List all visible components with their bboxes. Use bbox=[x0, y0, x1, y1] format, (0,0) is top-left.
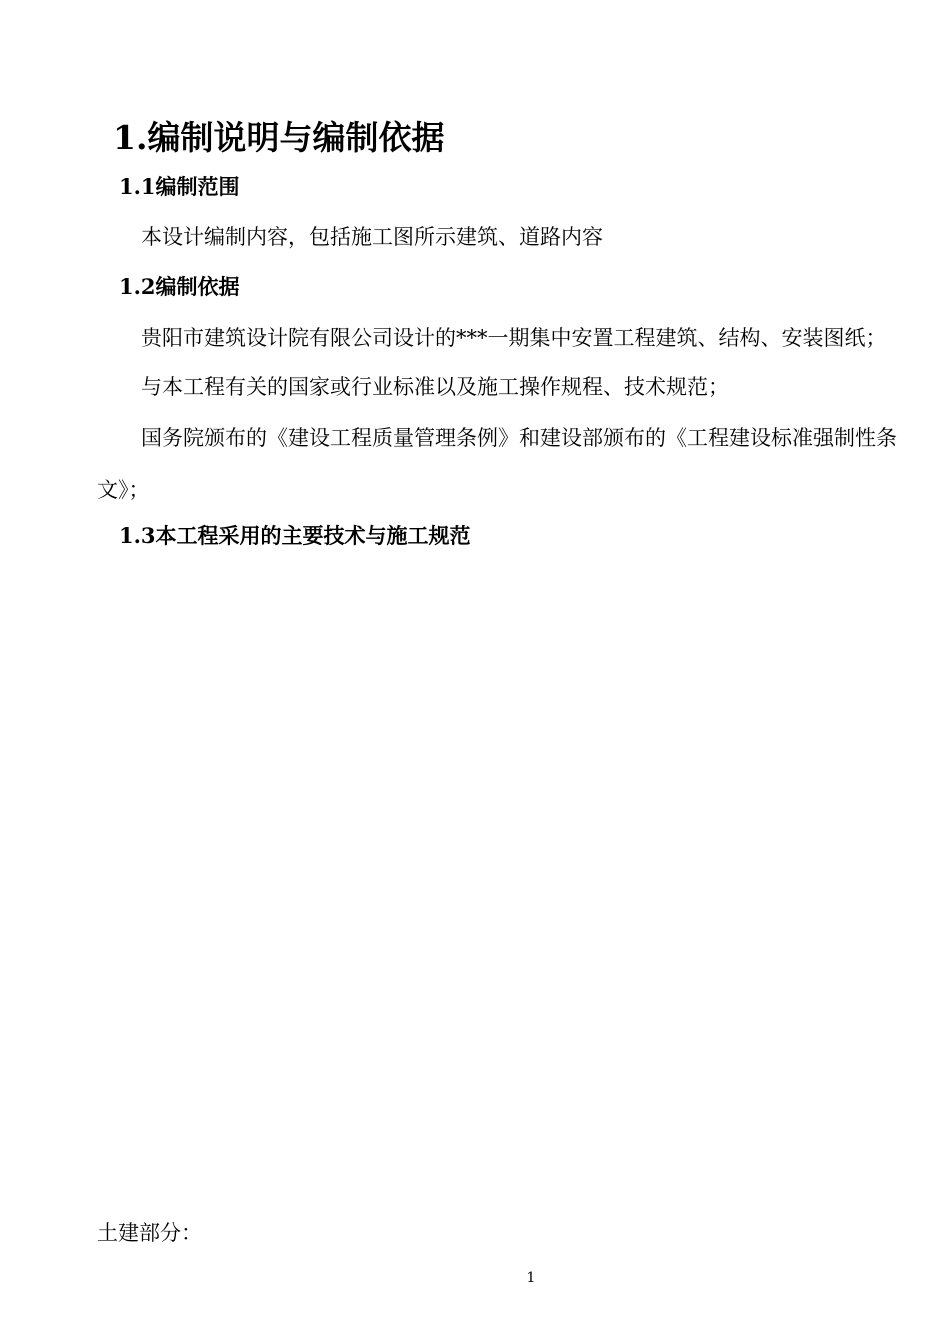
page-number: 1 bbox=[526, 1270, 536, 1286]
civil-works-label: 土建部分： bbox=[97, 1221, 202, 1245]
section-heading-1-1: 1.1编制范围 bbox=[119, 174, 240, 199]
document-title: 1.编制说明与编制依据 bbox=[113, 118, 445, 157]
section-1-2-paragraph-3: 国务院颁布的《建设工程质量管理条例》和建设部颁布的《工程建设标准强制性条文》； bbox=[97, 426, 897, 502]
section-1-1-paragraph: 本设计编制内容，包括施工图所示建筑、道路内容 bbox=[141, 225, 603, 249]
section-1-2-paragraph-2: 与本工程有关的国家或行业标准以及施工操作规程、技术规范； bbox=[141, 375, 729, 399]
section-heading-1-3: 1.3本工程采用的主要技术与施工规范 bbox=[119, 523, 471, 548]
section-heading-1-2: 1.2编制依据 bbox=[119, 274, 240, 299]
section-1-2-paragraph-1: 贵阳市建筑设计院有限公司设计的***一期集中安置工程建筑、结构、安装图纸； bbox=[141, 326, 887, 350]
